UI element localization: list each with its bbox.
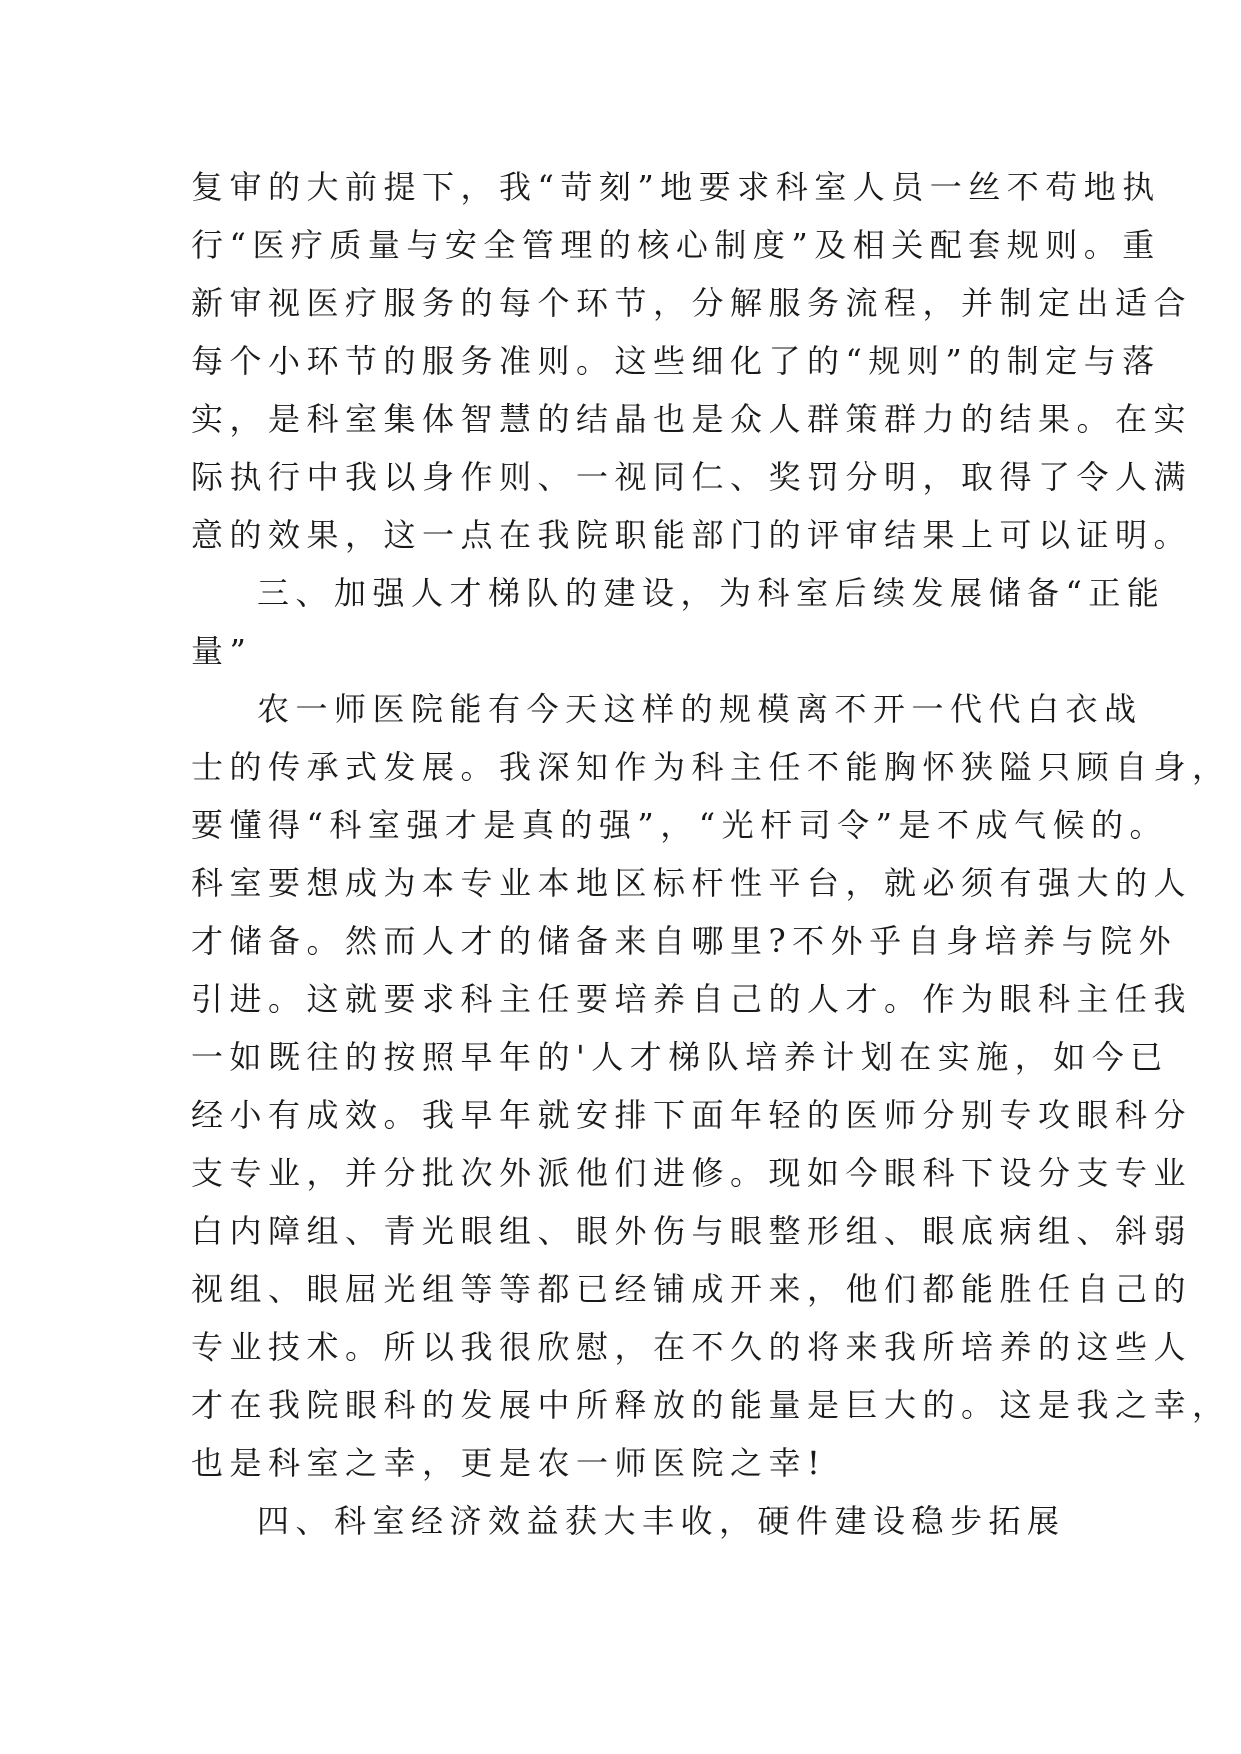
text-line: 要懂得“科室强才是真的强”，“光杆司令”是不成气候的。: [191, 806, 1168, 844]
text-line: 复审的大前提下，我“苛刻”地要求科室人员一丝不苟地执: [191, 168, 1161, 206]
text-line: 科室要想成为本专业本地区标杆性平台，就必须有强大的人: [191, 864, 1193, 902]
text-line: 专业技术。所以我很欣慰，在不久的将来我所培养的这些人: [191, 1328, 1193, 1366]
section-heading-3-cont: 量”: [191, 632, 253, 670]
text-line: 也是科室之幸，更是农一师医院之幸!: [191, 1444, 827, 1482]
text-line: 新审视医疗服务的每个环节，分解服务流程，并制定出适合: [191, 284, 1193, 322]
body-text: [191, 158, 1231, 1550]
text-line: 意的效果，这一点在我院职能部门的评审结果上可以证明。: [191, 516, 1193, 554]
text-line: 引进。这就要求科主任要培养自己的人才。作为眼科主任我: [191, 980, 1193, 1018]
text-line: 才储备。然而人才的储备来自哪里?不外乎自身培养与院外: [191, 922, 1178, 960]
text-line: 经小有成效。我早年就安排下面年轻的医师分别专攻眼科分: [191, 1096, 1193, 1134]
text-line: 行“医疗质量与安全管理的核心制度”及相关配套规则。重: [191, 226, 1161, 264]
text-line: 每个小环节的服务准则。这些细化了的“规则”的制定与落: [191, 342, 1161, 380]
text-line: 一如既往的按照早年的'人才梯队培养计划在实施，如今已: [191, 1038, 1169, 1076]
paragraph-start: 农一师医院能有今天这样的规模离不开一代代白衣战: [257, 690, 1143, 728]
text-line: 实，是科室集体智慧的结晶也是众人群策群力的结果。在实: [191, 400, 1193, 438]
text-line: 白内障组、青光眼组、眼外伤与眼整形组、眼底病组、斜弱: [191, 1212, 1193, 1250]
text-line: 才在我院眼科的发展中所释放的能量是巨大的。这是我之幸，: [191, 1386, 1231, 1424]
text-line: 支专业，并分批次外派他们进修。现如今眼科下设分支专业: [191, 1154, 1193, 1192]
text-line: 际执行中我以身作则、一视同仁、奖罚分明，取得了令人满: [191, 458, 1193, 496]
text-line: 士的传承式发展。我深知作为科主任不能胸怀狭隘只顾自身，: [191, 748, 1231, 786]
section-heading-3: 三、加强人才梯队的建设，为科室后续发展储备“正能: [257, 574, 1166, 612]
text-line: 视组、眼屈光组等等都已经铺成开来，他们都能胜任自己的: [191, 1270, 1193, 1308]
section-heading-4: 四、科室经济效益获大丰收，硬件建设稳步拓展: [257, 1502, 1066, 1540]
